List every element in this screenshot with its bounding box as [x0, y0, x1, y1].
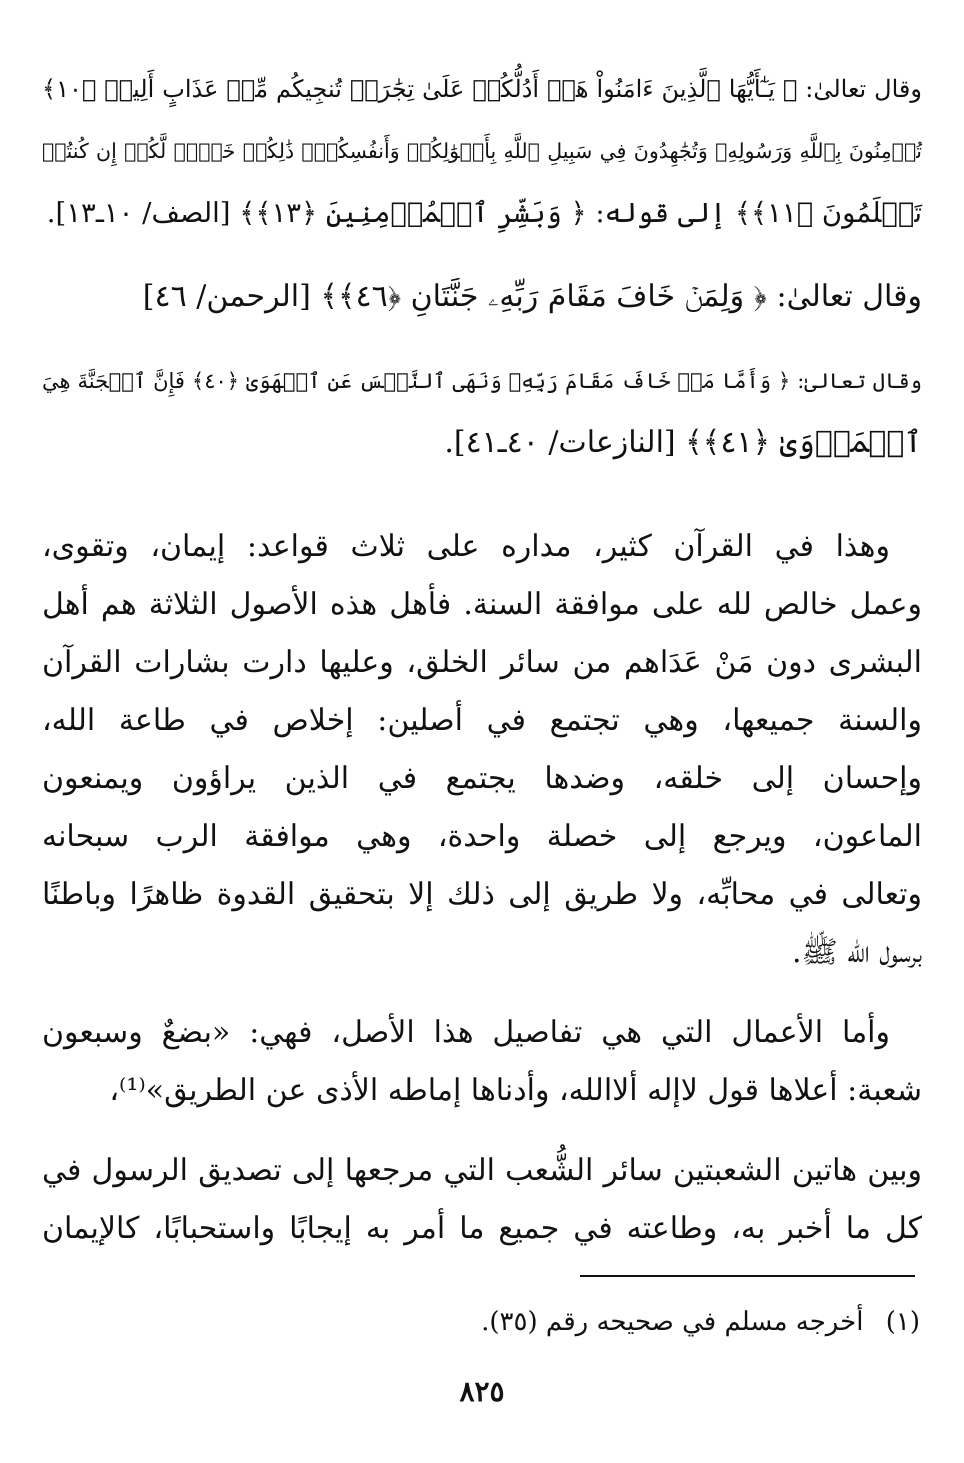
paragraph [42, 1142, 922, 1258]
quran-quote [42, 266, 922, 328]
paragraph-line: وهذا في القرآن كثير، مداره على ثلاث قواعد: إيمان، وتقوى، [42, 529, 890, 564]
paragraph-line: وتعالى في محابِّه، ولا طريق إلى ذلك إلا بتحقيق القدوة ظاهرًا وباطنًا [42, 877, 922, 912]
paragraph-line: شعبة: أعلاها قول لاإله ألاالله، وأدناها إماطه الأذى عن الطريق»⁽¹⁾، [109, 1073, 922, 1108]
quote-line: تَعۡلَمُونَ ﴿١١﴾﴾ إلى قوله: ﴿ وَبَشِّرِ ٱلۡمُؤۡمِنِينَ ﴿١٣﴾﴾ [الصف/ ١٠ـ١٣]. [46, 197, 922, 229]
paragraph [42, 1004, 922, 1120]
paragraph-line: كل ما أخبر به، وطاعته في جميع ما أمر به إيجابًا واستحبابًا، كالإيمان [42, 1211, 922, 1246]
quote-line: تُؤۡمِنُونَ بِٱللَّهِ وَرَسُولِهِۦ وَتُجَٰهِدُونَ فِي سَبِيلِ ٱللَّهِ بِأَمۡوَٰلِكُمۡ وَأَنفُسِكُمۡۚ ذَٰلِكُمۡ خَيۡرٞ لَّكُمۡ إِن كُنتُمۡ [42, 139, 922, 163]
paragraph-line: وأما الأعمال التي هي تفاصيل هذا الأصل، فهي: «بضعٌ وسبعون [42, 1015, 890, 1050]
footnote [481, 1302, 920, 1342]
paragraph-line: وعمل خالص لله على موافقة السنة. فأهل هذه الأصول الثلاثة هم أهل [42, 587, 922, 622]
quote-line: وقال تعالىٰ: ﴿ وَأَمَّا مَنۡ خَافَ مَقَامَ رَبِّهِۦ وَنَهَى ٱلنَّفۡسَ عَنِ ٱلۡهَوَىٰ ﴿٤٠﴾ فَإِنَّ ٱلۡجَنَّةَ هِيَ [42, 369, 922, 393]
page-number: ٨٢٥ [459, 1375, 505, 1408]
quote-line: وقال تعالىٰ: ﴿ يَـٰٓأَيُّهَا ٱلَّذِينَ ءَامَنُواْ هَلۡ أَدُلُّكُمۡ عَلَىٰ تِجَٰرَةٖ تُنجِيكُم مِّنۡ عَذَابٍ أَلِيمٖ ﴿١٠﴾ [42, 75, 922, 103]
paragraph-line: برسول الله ﷺ. [791, 935, 922, 970]
paragraph-line: وبين هاتين الشعبتين سائر الشُّعب التي مرجعها إلى تصديق الرسول في [42, 1153, 922, 1188]
paragraph [42, 518, 922, 982]
quote-line: وقال تعالىٰ: ﴿ وَلِمَنۡ خَافَ مَقَامَ رَبِّهِۦ جَنَّتَانِ ﴿٤٦﴾﴾ [الرحمن/ ٤٦] [142, 279, 922, 314]
paragraph-line: والسنة جميعها، وهي تجتمع في أصلين: إخلاص في طاعة الله، [42, 703, 922, 738]
quote-line: ٱلۡمَأۡوَىٰ ﴿٤١﴾﴾ [النازعات/ ٤٠ـ٤١]. [444, 425, 922, 460]
paragraph-line: البشرى دون مَنْ عَدَاهم من سائر الخلق، وعليها دارت بشارات القرآن [42, 645, 922, 680]
footnote-divider [580, 1275, 915, 1277]
footnote-marker: (١) [885, 1307, 920, 1337]
paragraph-line: وإحسان إلى خلقه، وضدها يجتمع في الذين يراؤون ويمنعون [42, 761, 922, 796]
quran-quote [42, 350, 922, 474]
footnote-text: أخرجه مسلم في صحيحه رقم (٣٥). [481, 1307, 864, 1337]
page-body [42, 58, 922, 1280]
quran-quote [42, 58, 922, 244]
paragraph-line: الماعون، ويرجع إلى خصلة واحدة، وهي موافقة الرب سبحانه [42, 819, 922, 854]
